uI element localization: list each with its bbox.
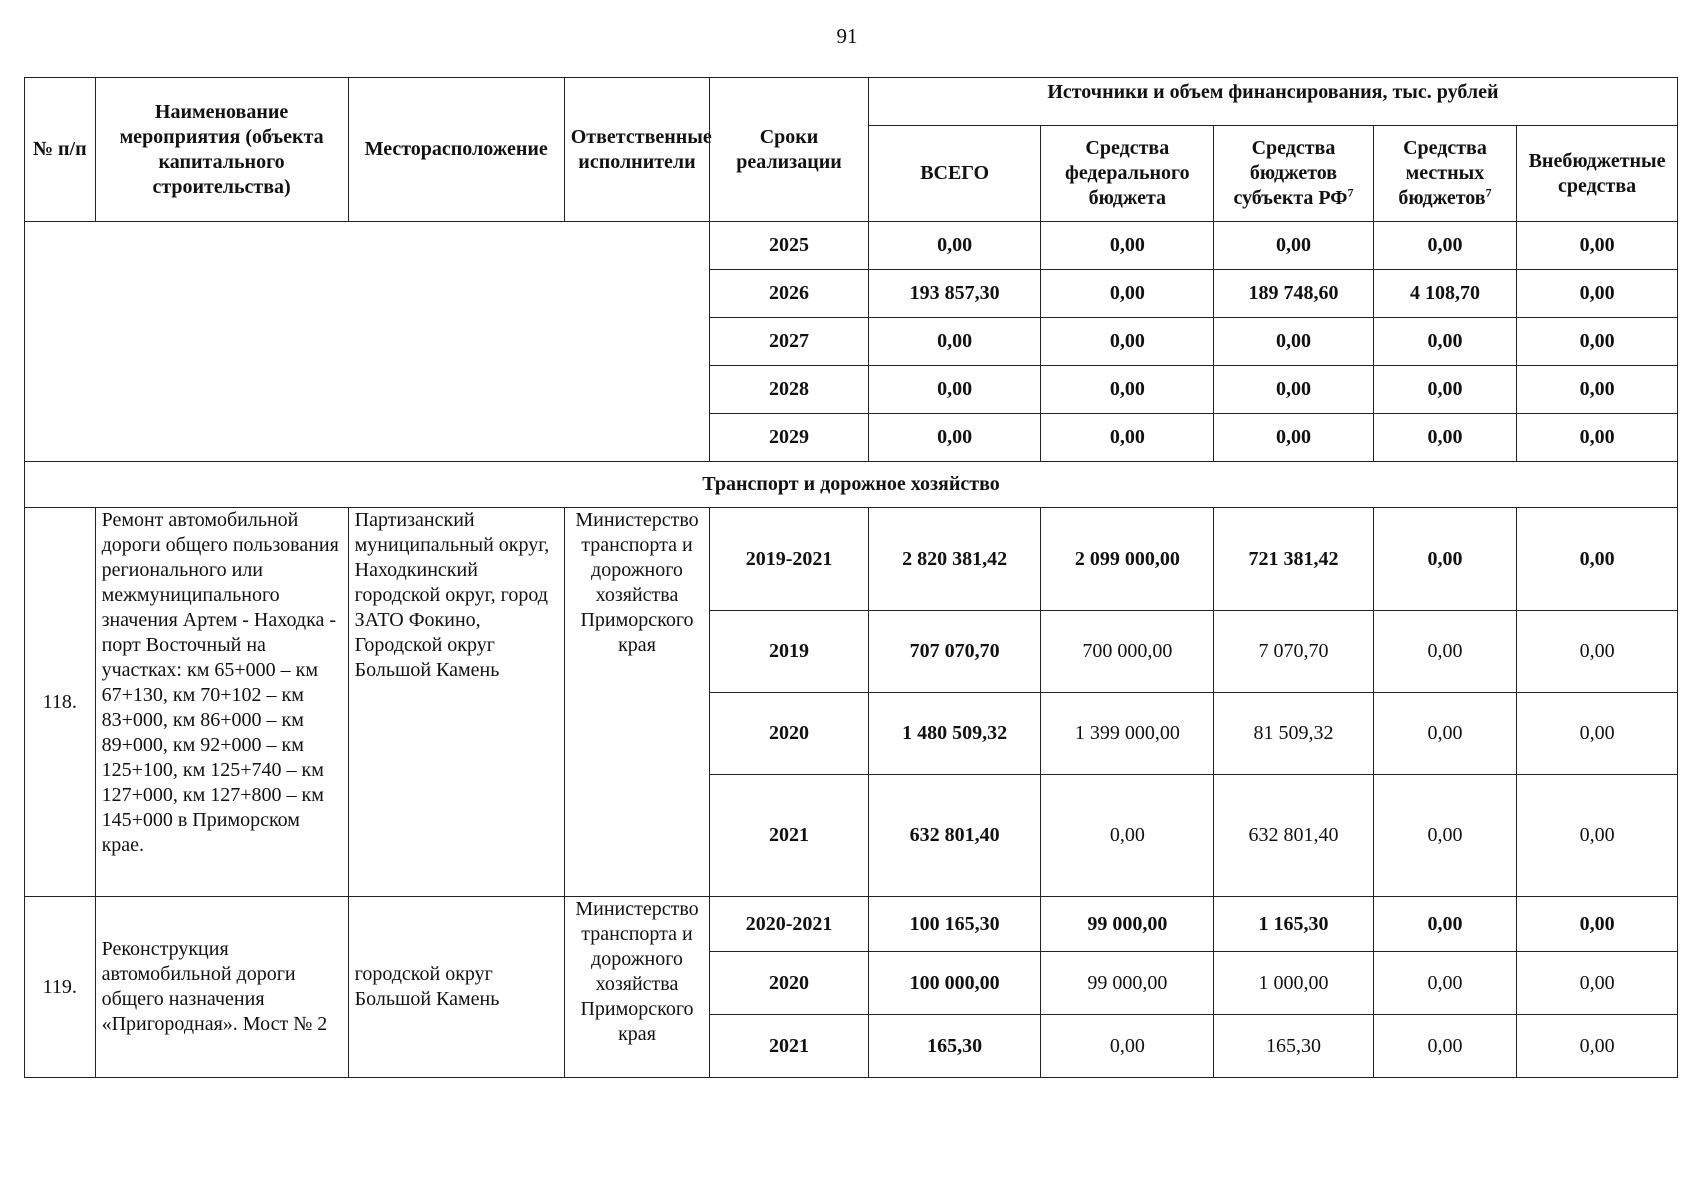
cell-extra: 0,00 bbox=[1517, 270, 1678, 318]
cell-federal: 0,00 bbox=[1041, 222, 1214, 270]
cell-total: 0,00 bbox=[868, 414, 1041, 462]
cell-extra: 0,00 bbox=[1517, 775, 1678, 897]
header-responsible: Ответственные исполнители bbox=[564, 78, 710, 222]
cell-federal: 99 000,00 bbox=[1041, 952, 1214, 1015]
cell-subject: 632 801,40 bbox=[1214, 775, 1374, 897]
cell-extra: 0,00 bbox=[1517, 952, 1678, 1015]
section-row bbox=[25, 462, 1678, 508]
cell-subject: 0,00 bbox=[1214, 366, 1374, 414]
cell-extra: 0,00 bbox=[1517, 222, 1678, 270]
cell-extra: 0,00 bbox=[1517, 366, 1678, 414]
cell-year: 2028 bbox=[710, 366, 869, 414]
header-period: Сроки реализации bbox=[710, 78, 869, 222]
cell-local: 0,00 bbox=[1373, 775, 1516, 897]
cell-extra: 0,00 bbox=[1517, 897, 1678, 952]
cell-subject: 1 000,00 bbox=[1214, 952, 1374, 1015]
cell-extra: 0,00 bbox=[1517, 611, 1678, 693]
cell-extra: 0,00 bbox=[1517, 508, 1678, 611]
cell-total: 0,00 bbox=[868, 366, 1041, 414]
cell-year: 2020 bbox=[710, 693, 869, 775]
header-name: Наименование мероприятия (объекта капитального строительства) bbox=[95, 78, 348, 222]
cell-subject: 165,30 bbox=[1214, 1015, 1374, 1078]
cell-total: 2 820 381,42 bbox=[868, 508, 1041, 611]
cell-year: 2025 bbox=[710, 222, 869, 270]
cell-local: 0,00 bbox=[1373, 366, 1516, 414]
footnote-mark: 7 bbox=[1485, 185, 1492, 200]
cell-local: 0,00 bbox=[1373, 952, 1516, 1015]
financing-table bbox=[24, 77, 1678, 1078]
page-number: 91 bbox=[836, 24, 858, 48]
cell-year: 2026 bbox=[710, 270, 869, 318]
item-location: Партизанский муниципальный округ, Находкинский городской округ, город ЗАТО Фокино, Городской округ Большой Камень bbox=[348, 508, 564, 897]
header-total: ВСЕГО bbox=[868, 126, 1041, 222]
item-location: городской округ Большой Камень bbox=[348, 897, 564, 1078]
cell-total: 100 165,30 bbox=[868, 897, 1041, 952]
cell-federal: 0,00 bbox=[1041, 318, 1214, 366]
cell-subject: 7 070,70 bbox=[1214, 611, 1374, 693]
cell-extra: 0,00 bbox=[1517, 693, 1678, 775]
footnote-mark: 7 bbox=[1347, 185, 1354, 200]
cell-extra: 0,00 bbox=[1517, 1015, 1678, 1078]
cell-subject: 1 165,30 bbox=[1214, 897, 1374, 952]
item-name: Ремонт автомобильной дороги общего пользования регионального или межмуниципального значения Артем - Находка - порт Восточный на участках: км 65+000 – км 67+130, км 70+102 – км 83+000, км 86+000 – км 89+000, км 92+000 – км 125+100, км 125+740 – км 127+000, км 127+800 – км 145+000 в Приморском крае. bbox=[95, 508, 348, 897]
cell-local: 0,00 bbox=[1373, 318, 1516, 366]
cell-local: 0,00 bbox=[1373, 508, 1516, 611]
cell-local: 0,00 bbox=[1373, 611, 1516, 693]
cell-extra: 0,00 bbox=[1517, 414, 1678, 462]
cell-federal: 1 399 000,00 bbox=[1041, 693, 1214, 775]
cell-federal: 0,00 bbox=[1041, 775, 1214, 897]
cell-local: 0,00 bbox=[1373, 693, 1516, 775]
cell-subject: 0,00 bbox=[1214, 318, 1374, 366]
cell-total: 632 801,40 bbox=[868, 775, 1041, 897]
cell-federal: 0,00 bbox=[1041, 366, 1214, 414]
cell-total: 0,00 bbox=[868, 222, 1041, 270]
cell-year: 2020-2021 bbox=[710, 897, 869, 952]
cell-total: 165,30 bbox=[868, 1015, 1041, 1078]
item-name: Реконструкция автомобильной дороги общего назначения «Пригородная». Мост № 2 bbox=[95, 897, 348, 1078]
cell-year: 2019-2021 bbox=[710, 508, 869, 611]
header-federal: Средства федерального бюджета bbox=[1041, 126, 1214, 222]
header-local: Средства местных бюджетов$^7$ bbox=[1373, 126, 1516, 222]
cell-subject: 0,00 bbox=[1214, 414, 1374, 462]
item-num: 118. bbox=[25, 508, 96, 897]
header-subject: Средства бюджетов субъекта $РФ^7$ bbox=[1214, 126, 1374, 222]
cell-year: 2029 bbox=[710, 414, 869, 462]
item-responsible: Министерство транспорта и дорожного хозяйства Приморского края bbox=[564, 508, 710, 897]
cell-local: 0,00 bbox=[1373, 414, 1516, 462]
cell-total: 1 480 509,32 bbox=[868, 693, 1041, 775]
item-num: 119. bbox=[25, 897, 96, 1078]
cell-total: 0,00 bbox=[868, 318, 1041, 366]
cell-year: 2019 bbox=[710, 611, 869, 693]
cell-local: 0,00 bbox=[1373, 897, 1516, 952]
cell-subject: 189 748,60 bbox=[1214, 270, 1374, 318]
cell-subject: 721 381,42 bbox=[1214, 508, 1374, 611]
cell-local: 4 108,70 bbox=[1373, 270, 1516, 318]
cell-federal: 99 000,00 bbox=[1041, 897, 1214, 952]
cell-extra: 0,00 bbox=[1517, 318, 1678, 366]
cell-subject: 0,00 bbox=[1214, 222, 1374, 270]
item-responsible: Министерство транспорта и дорожного хозяйства Приморского края bbox=[564, 897, 710, 1078]
cell-year: 2021 bbox=[710, 775, 869, 897]
cell-subject: 81 509,32 bbox=[1214, 693, 1374, 775]
cell-year: 2020 bbox=[710, 952, 869, 1015]
table-row bbox=[25, 897, 1678, 952]
cell-local: 0,00 bbox=[1373, 1015, 1516, 1078]
cell-year: 2021 bbox=[710, 1015, 869, 1078]
cell-federal: 0,00 bbox=[1041, 270, 1214, 318]
table-row bbox=[25, 508, 1678, 611]
cell-year: 2027 bbox=[710, 318, 869, 366]
section-title: Транспорт и дорожное хозяйство bbox=[25, 462, 1678, 508]
cell-total: 100 000,00 bbox=[868, 952, 1041, 1015]
cell-federal: 700 000,00 bbox=[1041, 611, 1214, 693]
cell-total: 193 857,30 bbox=[868, 270, 1041, 318]
cell-federal: 2 099 000,00 bbox=[1041, 508, 1214, 611]
cell-local: 0,00 bbox=[1373, 222, 1516, 270]
header-financing: Источники и объем финансирования, тыс. рублей bbox=[868, 78, 1677, 126]
header-location: Месторасположение bbox=[348, 78, 564, 222]
header-num: № п/п bbox=[25, 78, 96, 222]
table-row bbox=[25, 222, 1678, 270]
continued-blank-cell bbox=[25, 222, 710, 462]
cell-total: 707 070,70 bbox=[868, 611, 1041, 693]
cell-federal: 0,00 bbox=[1041, 1015, 1214, 1078]
cell-federal: 0,00 bbox=[1041, 414, 1214, 462]
header-extra: Внебюджетные средства bbox=[1517, 126, 1678, 222]
